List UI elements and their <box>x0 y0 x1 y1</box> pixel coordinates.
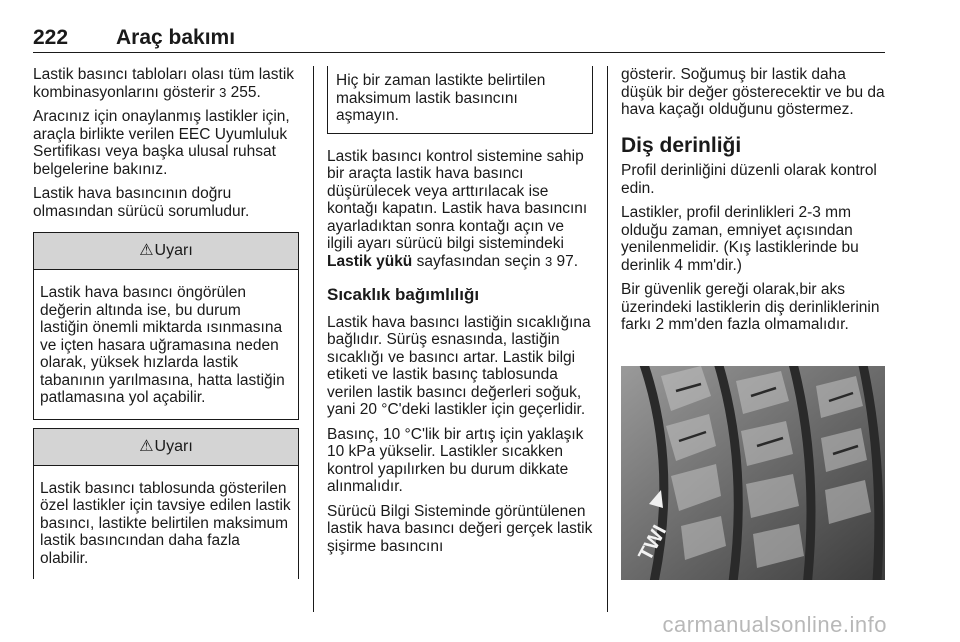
paragraph: Lastik hava basıncı lastiğin sıcaklığına bağlıdır. Sürüş esnasında, lastiğin sıcaklığı ve basıncı artar. Lastik bilgi etiketi ve lastik basınç tablosunda verilen lastik basıncı değerleri soğuk, yani 20 °C'deki lastikler için geçerlidir. <box>327 313 591 418</box>
warning-text: Lastik hava basıncı öngörülen değerin altında ise, bu durum lastiğin önemli miktarda ısınmasına ve içten hasara uğramasına neden olarak, yüksek hızlarda lastik tabanının yarılmasına, hatta lastiğin patlamasına yol açabilir. <box>40 284 285 406</box>
warning-icon: ⚠ <box>139 242 154 259</box>
paragraph: Aracınız için onaylanmış lastikler için, araçla birlikte verilen EEC Uyumluluk Sertifikası veya başka ulusal ruhsat belgelerine bakınız. <box>33 108 290 178</box>
tire-tread-illustration <box>621 366 885 580</box>
paragraph: Lastik basıncı kontrol sistemine sahip bir araçta lastik hava basıncı düşürülecek veya arttırılacak ise kontağı kapatın. Lastik hava basıncını ayarladıktan sonra kontağı açın ve ilgili ayarı sürücü bilgi sistemindeki Lastik yükü sayfasından seçin 3 97. <box>327 147 588 270</box>
arrow-icon: 3 <box>544 253 553 269</box>
paragraph: Basınç, 10 °C'lik bir artış için yaklaşık 10 kPa yükselir. Lastikler sıcakken kontrol yapılırken bu durum dikkate alınmalıdır. <box>327 425 584 495</box>
warning-title: Uyarı <box>154 437 193 455</box>
column-divider-2 <box>607 66 608 612</box>
arrow-icon: 3 <box>219 84 227 100</box>
column-3 <box>621 66 887 341</box>
warning-header <box>34 429 298 466</box>
menu-label: Lastik yükü <box>327 252 413 270</box>
paragraph: Profil derinliğini düzenli olarak kontrol edin. <box>621 162 877 197</box>
paragraph: Lastik basıncı tabloları olası tüm lastik kombinasyonlarını gösterir 3 255. <box>33 66 295 101</box>
paragraph: Bir güvenlik gereği olarak,bir aks üzerindeki lastiklerin diş derinliklerinin farkı 2 mm'den fazla olmamalıdır. <box>621 281 880 333</box>
watermark: carmanualsonline.info <box>662 612 887 637</box>
page-number: 222 <box>33 26 69 49</box>
paragraph: Lastik hava basıncının doğru olmasından sürücü sorumludur. <box>33 185 250 220</box>
warning-box <box>33 232 299 420</box>
note-box <box>327 66 593 134</box>
warning-box <box>33 428 299 580</box>
warning-title: Uyarı <box>154 242 193 259</box>
paragraph: Sürücü Bilgi Sisteminde görüntülenen lastik hava basıncı değeri gerçek lastik şişirme basıncını <box>327 502 593 555</box>
note-text: Hiç bir zaman lastikte belirtilen maksimum lastik basıncını aşmayın. <box>336 72 546 124</box>
warning-text: Lastik basıncı tablosunda gösterilen özel lastikler için tavsiye edilen lastik basıncı, lastikte belirtilen maksimum lastik basıncından daha fazla olabilir. <box>40 479 291 567</box>
column-divider-1 <box>313 66 314 612</box>
section-heading: Sıcaklık bağımlılığı <box>327 285 480 304</box>
page-reference-link[interactable]: 97. <box>552 252 579 270</box>
tire-tread-image <box>621 366 885 580</box>
paragraph: Lastikler, profil derinlikleri 2-3 mm olduğu zaman, emniyet açısından yenilenmelidir. (Kış lastiklerinde bu derinlik 4 mm'dir.) <box>621 204 859 274</box>
warning-icon: ⚠ <box>139 437 154 455</box>
warning-header <box>34 233 298 270</box>
page-header <box>33 22 885 53</box>
column-2 <box>327 66 593 562</box>
section-heading: Diş derinliği <box>621 133 742 157</box>
page-reference-link[interactable]: 255. <box>226 83 261 101</box>
page-title: Araç bakımı <box>116 26 236 49</box>
paragraph: gösterir. Soğumuş bir lastik daha düşük bir değer gösterecektir ve bu da hava kaçağı olduğunu göstermez. <box>621 66 885 118</box>
column-1 <box>33 66 299 579</box>
twi-label: TWI <box>634 521 672 565</box>
